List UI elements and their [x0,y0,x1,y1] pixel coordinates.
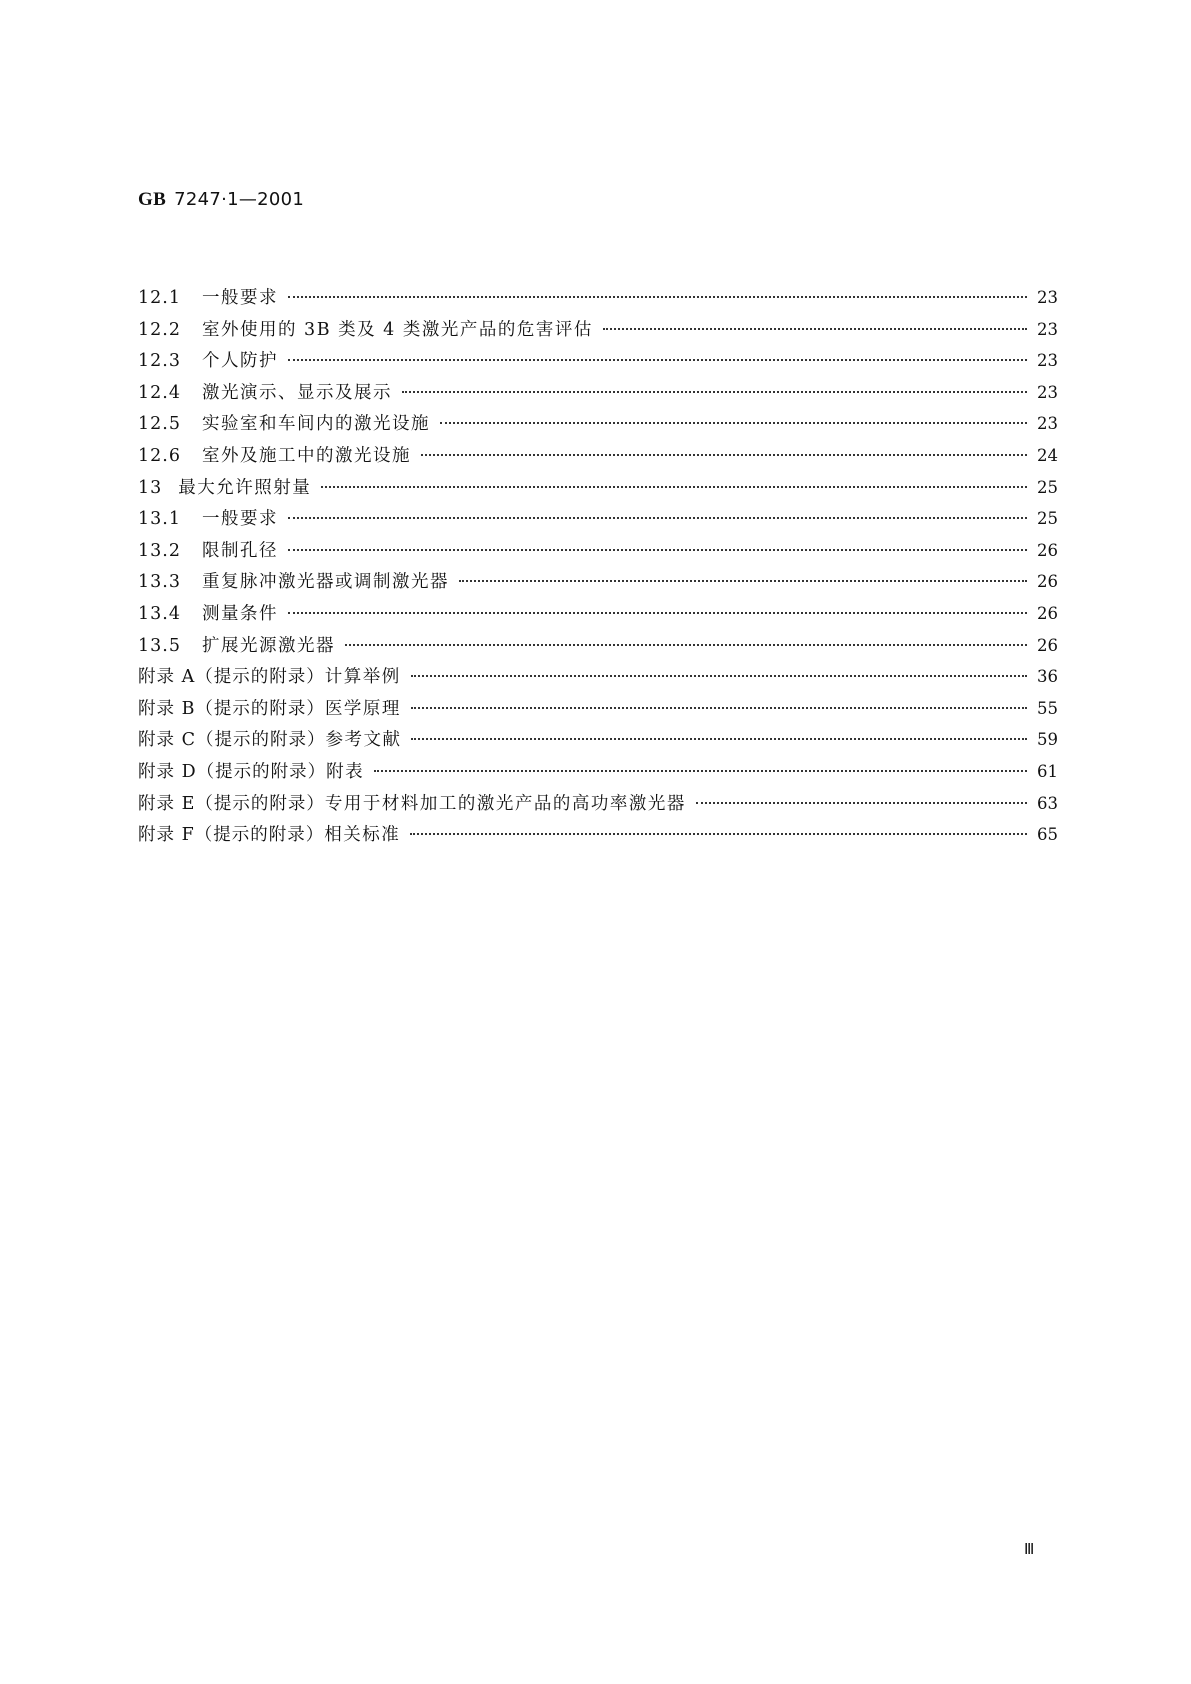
toc-entry[interactable] [138,821,1058,853]
toc-dot-leader [603,328,1027,330]
toc-entry-page: 23 [1037,288,1058,307]
toc-entry-page: 59 [1037,730,1058,750]
toc-entry-title: 专用于材料加工的激光产品的高功率激光器 [324,793,686,814]
toc-entry-title: 计算举例 [324,667,401,688]
toc-dot-leader [288,612,1027,614]
toc-entry-title: 重复脉冲激光器或调制激光器 [202,572,449,593]
toc-entry-title: 实验室和车间内的激光设施 [202,414,430,435]
toc-entry[interactable] [138,726,1058,758]
document-header [138,188,304,211]
toc-entry-title: 激光演示、显示及展示 [202,382,392,403]
toc-entry-page: 26 [1037,572,1058,592]
toc-entry-page: 26 [1037,635,1058,655]
toc-entry[interactable] [138,695,1058,727]
toc-entry-number: 12.5 [138,414,181,435]
toc-dot-leader [696,802,1027,804]
toc-entry-title: 扩展光源激光器 [202,635,335,656]
toc-dot-leader [321,486,1027,488]
toc-entry-number: 13.4 [138,603,181,624]
toc-entry-page: 25 [1037,509,1058,529]
toc-entry-number: 13.1 [138,509,181,530]
toc-entry-page: 63 [1037,793,1058,813]
toc-entry-page: 23 [1037,382,1058,402]
toc-dot-leader [421,454,1027,456]
toc-dot-leader [411,707,1027,709]
toc-entry-page: 55 [1037,698,1058,718]
page-number: Ⅲ [1024,1542,1034,1558]
toc-entry-title: 医学原理 [324,698,401,719]
toc-entry-page: 23 [1037,414,1058,434]
toc-entry-number: 13.3 [138,572,181,593]
table-of-contents [138,284,1058,853]
toc-entry-page: 24 [1037,445,1058,465]
toc-entry-title: 个人防护 [202,351,278,372]
toc-entry-title: 一般要求 [202,509,278,530]
toc-entry-number: 附录 E（提示的附录） [138,793,325,814]
toc-entry[interactable] [138,600,1058,632]
toc-entry-number: 附录 C（提示的附录） [138,730,326,751]
toc-dot-leader [402,391,1027,393]
toc-entry[interactable] [138,410,1058,442]
toc-dot-leader [288,517,1027,519]
standard-prefix: GB [138,189,167,210]
toc-entry-number: 13.2 [138,540,181,561]
toc-entry[interactable] [138,537,1058,569]
toc-entry-number: 13 [138,477,163,498]
toc-entry[interactable] [138,758,1058,790]
toc-entry-page: 23 [1037,319,1058,339]
toc-entry-number: 12.6 [138,445,181,466]
toc-entry[interactable] [138,568,1058,600]
toc-entry-page: 25 [1037,477,1058,497]
toc-entry-title: 附表 [326,761,365,782]
toc-dot-leader [288,296,1027,298]
toc-entry[interactable] [138,632,1058,664]
toc-entry-number: 附录 D（提示的附录） [138,761,327,782]
toc-entry-title: 测量条件 [202,603,278,624]
toc-entry-number: 附录 A（提示的附录） [138,667,325,688]
toc-entry-page: 36 [1037,667,1058,687]
toc-entry-title: 一般要求 [202,288,278,308]
toc-entry-page: 65 [1037,825,1058,845]
standard-code: 7247·1—2001 [174,189,305,210]
toc-entry-page: 26 [1037,603,1058,623]
toc-dot-leader [459,580,1027,582]
toc-entry[interactable] [138,790,1058,822]
toc-entry-number: 12.3 [138,351,181,372]
toc-entry[interactable] [138,316,1058,348]
toc-entry-title: 参考文献 [325,730,402,751]
toc-dot-leader [411,675,1027,677]
toc-dot-leader [440,422,1027,424]
toc-entry-number: 12.2 [138,319,181,340]
toc-entry[interactable] [138,347,1058,379]
toc-entry-page: 23 [1037,351,1058,371]
toc-entry[interactable] [138,284,1058,316]
toc-entry-number: 12.1 [138,288,181,308]
toc-dot-leader [288,359,1027,361]
toc-entry[interactable] [138,663,1058,695]
toc-entry[interactable] [138,505,1058,537]
toc-entry-page: 61 [1037,761,1058,781]
toc-entry-number: 12.4 [138,382,181,403]
toc-entry-number: 13.5 [138,635,181,656]
toc-dot-leader [374,770,1027,772]
toc-entry-title: 室外使用的 3B 类及 4 类激光产品的危害评估 [202,319,593,340]
toc-entry-number: 附录 B（提示的附录） [138,698,325,719]
toc-dot-leader [411,738,1027,740]
toc-entry[interactable] [138,474,1058,506]
toc-entry-title: 室外及施工中的激光设施 [202,445,411,466]
toc-entry-title: 相关标准 [324,825,401,846]
toc-dot-leader [410,833,1027,835]
toc-entry[interactable] [138,442,1058,474]
toc-dot-leader [345,644,1027,646]
toc-entry-title: 限制孔径 [202,540,278,561]
toc-entry[interactable] [138,379,1058,411]
toc-entry-page: 26 [1037,540,1058,560]
toc-entry-title: 最大允许照射量 [178,477,312,498]
toc-entry-number: 附录 F（提示的附录） [138,825,325,846]
toc-dot-leader [288,549,1027,551]
